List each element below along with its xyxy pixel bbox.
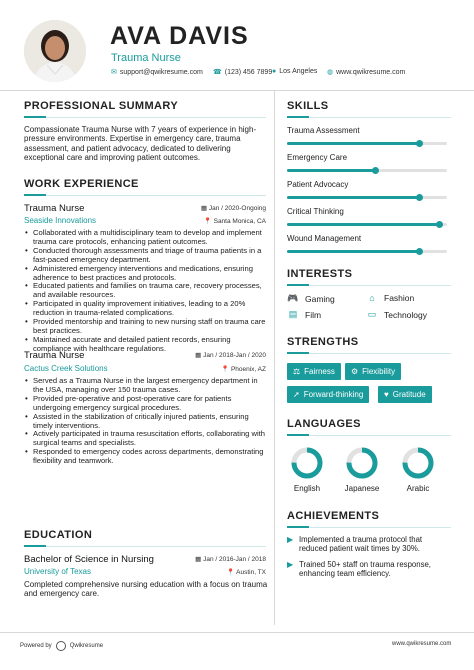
list-item: • Participated in quality improvement initiatives, leading to a 20% reduction in trauma-related complications. xyxy=(24,300,268,318)
list-item: • Provided mentorship and training to new nursing staff on trauma care best practices. xyxy=(24,318,268,336)
education-degree: Bachelor of Science in Nursing xyxy=(24,554,154,565)
education-underline xyxy=(24,545,46,547)
strengths-rule xyxy=(309,353,451,354)
skills-rule xyxy=(309,117,451,118)
heart-icon: ♥ xyxy=(384,390,389,399)
job-1-bullets xyxy=(24,229,268,354)
strength-tag-forward-thinking: ➚ Forward-thinking xyxy=(287,386,369,403)
language-ring xyxy=(289,445,325,481)
qwikresume-logo-icon xyxy=(56,641,66,651)
education-heading: EDUCATION xyxy=(24,529,93,541)
rocket-icon: ➚ xyxy=(293,390,300,399)
list-item: • Served as a Trauma Nurse in the largest emergency department in the USA, managing over 150 trauma cases. xyxy=(24,377,268,395)
profile-photo xyxy=(24,20,86,82)
list-item: • Maintained accurate and detailed patient records, ensuring compliance with healthcare regulations. xyxy=(24,336,268,354)
skill-label: Wound Management xyxy=(287,234,362,243)
job-2-company: Cactus Creek Solutions xyxy=(24,364,108,373)
strength-tag-fairness: ⚖ Fairness xyxy=(287,363,341,380)
education-school: University of Texas xyxy=(24,567,91,576)
interest-gaming: 🎮 Gaming xyxy=(287,293,335,304)
interests-underline xyxy=(287,284,309,286)
experience-rule xyxy=(46,195,266,196)
summary-heading: PROFESSIONAL SUMMARY xyxy=(24,100,179,112)
education-location: 📍 Austin, TX xyxy=(226,569,266,576)
website-contact[interactable] xyxy=(327,68,405,76)
strengths-heading: STRENGTHS xyxy=(287,336,359,348)
phone-text: (123) 456 7899 xyxy=(224,68,273,76)
achievement-item: ▶ Implemented a trauma protocol that reduced patient wait times by 30%. xyxy=(287,535,423,554)
location-contact xyxy=(272,68,317,75)
language-ring xyxy=(344,445,380,481)
interest-technology: ▭ Technology xyxy=(367,309,428,320)
skill-bar xyxy=(287,223,447,226)
strengths-underline xyxy=(287,352,309,354)
languages-heading: LANGUAGES xyxy=(287,418,361,430)
footer-brand: Powered by Qwikresume xyxy=(20,643,104,649)
job-2-bullets xyxy=(24,377,268,466)
skill-level-knob xyxy=(416,194,423,201)
job-2-dates: ▦ Jan / 2018-Jan / 2020 xyxy=(195,352,266,359)
interests-rule xyxy=(309,285,451,286)
film-icon: ▤ xyxy=(288,309,298,319)
job-2-title: Trauma Nurse xyxy=(24,350,85,361)
skill-label: Emergency Care xyxy=(287,153,348,162)
skill-bar-fill xyxy=(287,250,420,253)
email-text: support@qwikresume.com xyxy=(119,68,203,76)
list-item: • Actively participated in trauma resuscitation efforts, collaborating with surgical teams and specialists. xyxy=(24,430,268,448)
job-1-title: Trauma Nurse xyxy=(24,203,85,214)
laptop-icon: ▭ xyxy=(367,309,377,319)
language-label: Japanese xyxy=(344,484,380,493)
job-1-company: Seaside Innovations xyxy=(24,216,97,225)
achievements-heading: ACHIEVEMENTS xyxy=(287,510,380,522)
skill-bar xyxy=(287,250,447,253)
summary-rule xyxy=(46,117,266,118)
candidate-role: Trauma Nurse xyxy=(111,52,181,64)
experience-underline xyxy=(24,194,46,196)
skill-bar-fill xyxy=(287,196,420,199)
pin-icon: 📍 xyxy=(203,218,212,225)
globe-icon: ◍ xyxy=(327,69,334,76)
calendar-icon: ▦ xyxy=(195,352,202,359)
interest-fashion: ⌂ Fashion xyxy=(366,293,414,303)
list-item: • Educated patients and families on trauma care, recovery processes, and available resources. xyxy=(24,282,268,300)
megaphone-icon: ▶ xyxy=(287,560,293,569)
list-item: • Administered emergency interventions and medications, ensuring adherence to best practices and protocols. xyxy=(24,265,268,283)
skill-level-knob xyxy=(436,221,443,228)
email-contact[interactable] xyxy=(111,68,203,76)
language-ring xyxy=(400,445,436,481)
job-1-dates: ▦ Jan / 2020-Ongoing xyxy=(200,205,266,212)
list-item: • Conducted thorough assessments and triage of trauma patients in a fast-paced emergency department. xyxy=(24,247,268,265)
languages-rule xyxy=(309,435,451,436)
job-2-location: 📍 Phoenix, AZ xyxy=(221,366,266,373)
skill-level-knob xyxy=(372,167,379,174)
footer-divider xyxy=(0,632,474,633)
language-label: English xyxy=(293,484,321,493)
list-item: • Assisted in the stabilization of critically injured patients, ensuring timely interventions. xyxy=(24,413,268,431)
languages-underline xyxy=(287,434,309,436)
skill-bar xyxy=(287,196,447,199)
calendar-icon: ▦ xyxy=(195,556,202,563)
interests-heading: INTERESTS xyxy=(287,268,353,280)
list-item: • Responded to emergency codes across departments, demonstrating flexibility and teamwork. xyxy=(24,448,268,466)
scale-icon: ⚖ xyxy=(293,367,301,376)
pin-icon: 📍 xyxy=(221,366,230,373)
skill-label: Patient Advocacy xyxy=(287,180,349,189)
calendar-icon: ▦ xyxy=(200,205,208,212)
pin-icon: 📍 xyxy=(226,569,235,576)
skill-label: Trauma Assessment xyxy=(287,126,360,135)
skill-bar xyxy=(287,142,447,145)
list-item: • Collaborated with a multidisciplinary team to develop and implement trauma care protocols, enhancing patient outcomes. xyxy=(24,229,268,247)
language-label: Arabic xyxy=(406,484,430,493)
achievements-rule xyxy=(309,527,451,528)
summary-text: Compassionate Trauma Nurse with 7 years of experience in high-pressure environments. Expertise in emergency care, trauma assessment, and patient advocacy, dedicated to delivering exceptional care and improving patient outcomes. xyxy=(24,125,257,163)
list-item: • Provided pre-operative and post-operative care for patients undergoing emergency surgical procedures. xyxy=(24,395,268,413)
strength-tag-gratitude: ♥ Gratitude xyxy=(378,386,432,403)
website-text: www.qwikresume.com xyxy=(336,68,406,76)
phone-icon: ☎ xyxy=(213,69,222,76)
interest-film: ▤ Film xyxy=(288,309,322,320)
header-divider xyxy=(0,90,474,91)
job-1-location: 📍 Santa Monica, CA xyxy=(203,218,266,225)
skills-heading: SKILLS xyxy=(287,100,329,112)
candidate-name: AVA DAVIS xyxy=(110,22,249,50)
location-pin-icon: ● xyxy=(272,68,277,75)
achievement-item: ▶ Trained 50+ staff on trauma response, enhancing team efficiency. xyxy=(287,560,431,579)
phone-contact[interactable] xyxy=(213,68,272,76)
strength-tag-flexibility: ⚙ Flexibility xyxy=(345,363,401,380)
hanger-icon: ⌂ xyxy=(369,293,375,303)
summary-underline xyxy=(24,116,46,118)
column-divider xyxy=(274,90,275,625)
skill-level-knob xyxy=(416,248,423,255)
skills-underline xyxy=(287,116,309,118)
skill-bar-fill xyxy=(287,169,375,172)
skill-bar xyxy=(287,169,447,172)
skill-level-knob xyxy=(416,140,423,147)
cogs-icon: ⚙ xyxy=(351,367,359,376)
experience-heading: WORK EXPERIENCE xyxy=(24,178,139,190)
gamepad-icon: 🎮 xyxy=(287,293,299,303)
skill-bar-fill xyxy=(287,142,420,145)
email-icon: ✉ xyxy=(111,69,117,76)
achievements-underline xyxy=(287,526,309,528)
skill-bar-fill xyxy=(287,223,439,226)
education-text: Completed comprehensive nursing education with a focus on trauma and emergency care. xyxy=(24,580,268,599)
megaphone-icon: ▶ xyxy=(287,535,293,544)
location-text: Los Angeles xyxy=(279,68,318,75)
skill-label: Critical Thinking xyxy=(287,207,344,216)
education-rule xyxy=(46,546,266,547)
footer-url[interactable]: www.qwikresume.com xyxy=(392,641,452,647)
education-dates: ▦ Jan / 2016-Jan / 2018 xyxy=(195,556,266,563)
